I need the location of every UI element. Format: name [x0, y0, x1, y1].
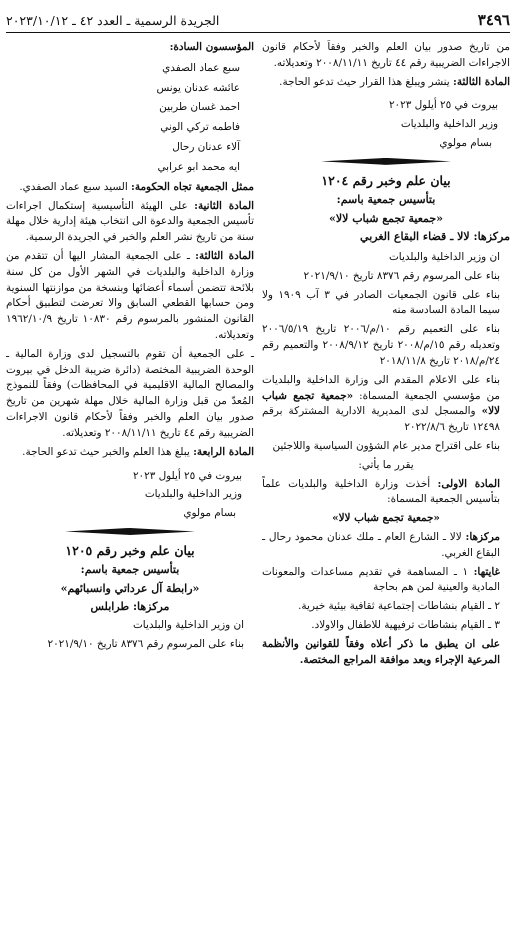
article-2	[6, 199, 254, 246]
founder-name: عائشه عدنان يونس	[156, 81, 240, 94]
article-3	[262, 75, 510, 91]
paragraph: ان وزير الداخلية والبلديات	[389, 251, 500, 264]
paragraph: من تاريخ صدور بيان العلم والخبر وفقاً لأحكام قانون الاجراءات الضريبية رقم ٤٤ تاريخ ٢٠٠٨/١١/١١ وتعديلاته.	[262, 41, 510, 69]
representative-label: ممثل الجمعية تجاه الحكومة:	[131, 180, 254, 193]
paragraph: ـ على الجمعية أن تقوم بالتسجيل لدى وزارة المالية ـ الوحدة الضريبية المختصة (دائرة ضريبة الدخل في بيروت والمصالح المالية الاقليمية في المحافظات) وفقاً للنموذج المُعدّ من قبل وزارة المالية خلال مهلة شهرين من تاريخ صدور بيان العلم والخبر وفقاً لأحكام قانون الاجراءات الضريبية رقم ٤٤ تاريخ ٢٠٠٨/١١/١١ وتعديلاته.	[6, 347, 254, 439]
founder-name: ايه محمد ابو عرابي	[157, 160, 240, 173]
notice-subtitle: بتأسيس جمعية باسم:	[80, 562, 180, 576]
founder-name: سبع عماد الصفدي	[162, 61, 240, 74]
paragraph-part: والمسجل لدى المديرية الادارية المشتركة برقم ١٢٤٩٨ تاريخ ٢٠٢٢/٨/٦	[262, 405, 500, 434]
article-3	[6, 249, 254, 344]
notice-subtitle: بتأسيس جمعية باسم:	[336, 192, 436, 206]
article-text: ـ على الجمعية المشار اليها أن تتقدم من وزارة الداخلية والبلديات في الشهر الأول من كل سنة بلائحة تتضمن أسماء أعضائها وبنسخة من موازنتها السنوية ومن حسابها القطعي السابق والا تعرضت لتطبيق أحكام القانون المنشور بالمرسوم رقم ١٠٨٣٠ تاريخ ١٩٦٢/١٠/٩ وتعديلاته.	[6, 249, 254, 341]
paragraph	[262, 373, 510, 436]
left-column	[6, 40, 254, 894]
notice-title: بيان علم وخبر رقم ١٢٠٤	[321, 172, 451, 188]
representative-line	[6, 180, 254, 196]
association-hq: مركزها: لالا ـ قضاء البقاع الغربي	[360, 230, 510, 244]
page-header	[6, 8, 510, 33]
article-4	[6, 445, 254, 461]
signature-date: بيروت في ٢٥ أيلول ٢٠٢٣	[132, 469, 242, 482]
paragraph: بناء على قانون الجمعيات الصادر في ٣ آب ١٩٠٩ ولا سيما المادة السادسة منه	[262, 288, 501, 317]
goal-item: ٣ ـ القيام بنشاطات ترفيهية للاطفال والاولاد.	[311, 619, 500, 632]
gazette-title: الجريدة الرسمية ـ العدد ٤٢ ـ ٢٠٢٣/١٠/١٢	[6, 12, 220, 28]
paragraph: بناء على اقتراح مدير عام الشؤون السياسية واللاجئين	[272, 439, 500, 452]
association-hq: مركزها: طرابلس	[90, 600, 170, 614]
article-text: ينشر ويبلغ هذا القرار حيث تدعو الحاجة.	[279, 75, 450, 88]
signature-name: بسام مولوي	[183, 507, 236, 520]
article-label: المادة الثانية:	[194, 199, 254, 212]
paragraph: بناء على المرسوم رقم ٨٣٧٦ تاريخ ٢٠٢١/٩/١٠	[47, 637, 244, 650]
goal-item: ٢ ـ القيام بنشاطات إجتماعية ثقافية بيئية خيرية.	[298, 600, 500, 613]
hq-label: مركزها:	[465, 531, 500, 544]
text-columns	[6, 40, 510, 894]
goals-label: غايتها:	[473, 565, 500, 578]
page-number: ٣٤٩٦	[477, 11, 510, 29]
founder-name: آلاء عدنان رحال	[172, 141, 240, 154]
article-label: المادة الاولى:	[437, 477, 500, 490]
goals-line	[262, 565, 510, 597]
signature-date: بيروت في ٢٥ أيلول ٢٠٢٣	[388, 99, 498, 112]
hq-line	[262, 530, 510, 562]
association-name: «رابطة آل عرداتي وانسبائهم»	[60, 581, 200, 595]
article-1	[262, 477, 510, 509]
association-name-inline: «جمعية تجمع شباب لالا»	[262, 389, 500, 418]
section-divider	[65, 528, 195, 535]
founders-list	[6, 40, 254, 176]
article-label: المادة الرابعة:	[193, 445, 254, 458]
right-column	[262, 40, 510, 894]
paragraph: بناء على المرسوم رقم ٨٣٧٦ تاريخ ٢٠٢١/٩/١٠	[303, 269, 500, 282]
founders-title: المؤسسون السادة:	[169, 41, 254, 53]
notice-title: بيان علم وخبر رقم ١٢٠٥	[65, 542, 195, 558]
article-label: المادة الثالثة:	[195, 249, 254, 262]
section-divider	[321, 158, 451, 165]
association-name: «جمعية تجمع شباب لالا»	[332, 512, 440, 525]
article-text: على الهيئة التأسيسية إستكمال اجراءات تأسيس الجمعية والدعوة الى انتخاب هيئة إدارية خلال مهلة سنة من تاريخ نشر العلم والخبر في الجريدة الرسمية.	[6, 199, 254, 244]
closing-statement: على ان يطبق ما ذكر أعلاه وفقاً للقوانين والأنظمة المرعية الإجراء وبعد موافقة المراجع المختصة.	[262, 637, 500, 666]
goal-item: ١ ـ المساهمة في تقديم مساعدات والمعونات المادية والعينية لمن هم بحاجة	[262, 565, 500, 594]
founder-name: احمد غسان طربين	[159, 101, 240, 114]
article-label: المادة الثالثة:	[453, 75, 510, 88]
paragraph: ان وزير الداخلية والبلديات	[133, 619, 244, 632]
founder-name: فاطمه تركي الوني	[160, 121, 240, 134]
decides-line: يقرر ما يأتي:	[358, 458, 414, 471]
article-text: يبلغ هذا العلم والخبر حيث تدعو الحاجة.	[22, 445, 190, 458]
association-name: «جمعية تجمع شباب لالا»	[328, 211, 444, 225]
signature-title: وزير الداخلية والبلديات	[400, 118, 498, 131]
hq-text: لالا ـ الشارع العام ـ ملك عدنان محمود رحال ـ البقاع الغربي.	[262, 531, 500, 559]
signature-title: وزير الداخلية والبلديات	[144, 488, 242, 501]
signature-name: بسام مولوي	[439, 137, 492, 150]
article-text: أخذت وزارة الداخلية والبلديات علماً بتأسيس الجمعية المسماة:	[262, 477, 500, 506]
paragraph-part: بناء على الاعلام المقدم الى وزارة الداخلية والبلديات من مؤسسي الجمعية المسماة:	[262, 373, 500, 402]
paragraph: بناء على التعميم رقم ١٠/م/٢٠٠٦ تاريخ ٢٠٠٦/٥/١٩ وتعديله رقم ١٥/م/٢٠٠٨ تاريخ ٢٠٠٨/٩/١٢ والتعميم رقم ٢٤/م/٢٠١٨ تاريخ ٢٠١٨/١١/٨	[262, 323, 501, 367]
representative-text: السيد سبع عماد الصفدي.	[19, 180, 128, 193]
